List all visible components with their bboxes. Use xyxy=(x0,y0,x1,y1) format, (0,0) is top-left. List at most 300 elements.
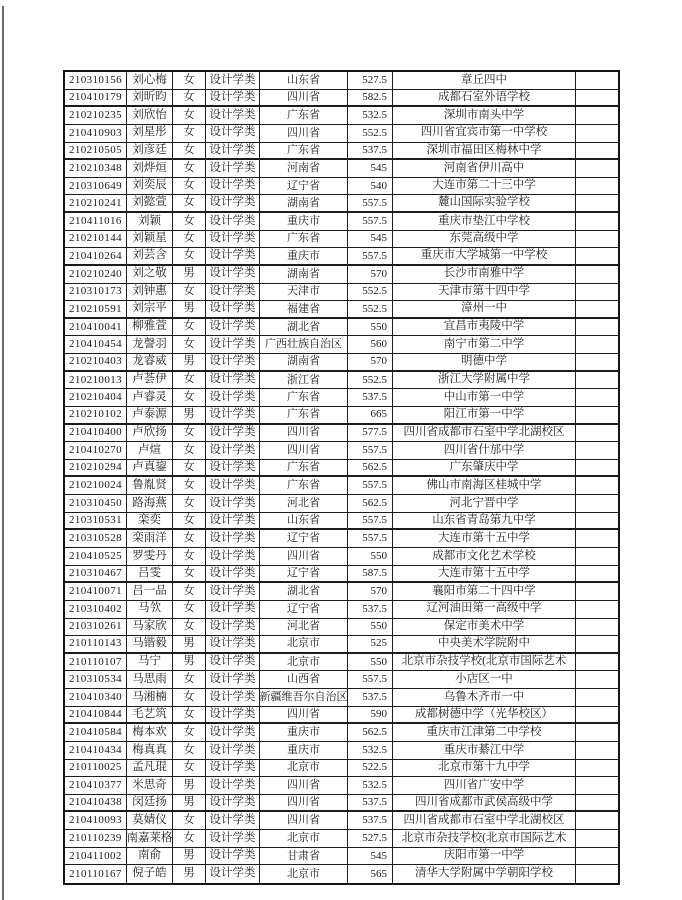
cell-score: 587.5 xyxy=(348,566,393,582)
cell-gender: 女 xyxy=(173,689,206,706)
cell-name: 卢真鋆 xyxy=(127,460,173,476)
cell-empty xyxy=(576,178,618,195)
table-row xyxy=(65,477,618,495)
cell-province: 北京市 xyxy=(260,636,348,652)
cell-gender: 女 xyxy=(173,160,206,177)
cell-name: 刘颖星 xyxy=(127,231,173,248)
cell-id: 210410071 xyxy=(65,583,127,600)
cell-id: 210210235 xyxy=(65,107,127,124)
cell-category: 设计学类 xyxy=(206,107,260,124)
cell-score: 537.5 xyxy=(348,601,393,618)
cell-school: 深圳市南头中学 xyxy=(393,107,576,124)
cell-id: 210110239 xyxy=(65,830,127,847)
cell-category: 设计学类 xyxy=(206,266,260,283)
cell-gender: 女 xyxy=(173,742,206,759)
cell-id: 210410093 xyxy=(65,812,127,829)
cell-name: 倪子皓 xyxy=(127,865,173,883)
cell-id: 210410903 xyxy=(65,125,127,142)
cell-province: 福建省 xyxy=(260,301,348,317)
cell-category: 设计学类 xyxy=(206,636,260,652)
cell-score: 552.5 xyxy=(348,284,393,301)
cell-province: 湖北省 xyxy=(260,319,348,336)
cell-category: 设计学类 xyxy=(206,389,260,406)
cell-province: 广东省 xyxy=(260,143,348,159)
cell-score: 537.5 xyxy=(348,143,393,159)
cell-empty xyxy=(576,742,618,759)
cell-score: 565 xyxy=(348,865,393,883)
table-row xyxy=(65,707,618,725)
cell-category: 设计学类 xyxy=(206,442,260,459)
cell-id: 210110167 xyxy=(65,865,127,883)
cell-score: 532.5 xyxy=(348,742,393,759)
cell-empty xyxy=(576,213,618,230)
cell-name: 卢泰源 xyxy=(127,407,173,423)
cell-name: 鲁胤贤 xyxy=(127,477,173,494)
cell-province: 河南省 xyxy=(260,160,348,177)
cell-province: 湖南省 xyxy=(260,195,348,211)
cell-score: 570 xyxy=(348,583,393,600)
cell-score: 557.5 xyxy=(348,513,393,529)
cell-category: 设计学类 xyxy=(206,319,260,336)
cell-name: 刘懿萱 xyxy=(127,195,173,211)
table-row xyxy=(65,865,618,883)
cell-category: 设计学类 xyxy=(206,707,260,723)
cell-gender: 女 xyxy=(173,442,206,459)
cell-province: 河北省 xyxy=(260,619,348,636)
cell-gender: 女 xyxy=(173,125,206,142)
cell-id: 210410434 xyxy=(65,742,127,759)
table-row xyxy=(65,513,618,531)
table-row xyxy=(65,160,618,178)
cell-school: 四川省成都市石室中学北湖校区 xyxy=(393,812,576,829)
cell-gender: 女 xyxy=(173,213,206,230)
cell-category: 设计学类 xyxy=(206,460,260,476)
cell-name: 柳雅萱 xyxy=(127,319,173,336)
cell-score: 537.5 xyxy=(348,795,393,811)
cell-category: 设计学类 xyxy=(206,671,260,688)
cell-name: 刘心梅 xyxy=(127,72,173,89)
cell-empty xyxy=(576,566,618,582)
cell-empty xyxy=(576,707,618,723)
cell-name: 梅真真 xyxy=(127,742,173,759)
table-row xyxy=(65,495,618,513)
cell-empty xyxy=(576,425,618,442)
cell-id: 210410438 xyxy=(65,795,127,811)
cell-province: 广东省 xyxy=(260,460,348,476)
cell-name: 马思雨 xyxy=(127,671,173,688)
cell-id: 210310261 xyxy=(65,619,127,636)
cell-score: 532.5 xyxy=(348,107,393,124)
cell-score: 532.5 xyxy=(348,777,393,794)
cell-province: 山西省 xyxy=(260,671,348,688)
cell-category: 设计学类 xyxy=(206,336,260,353)
cell-category: 设计学类 xyxy=(206,777,260,794)
cell-gender: 女 xyxy=(173,812,206,829)
cell-category: 设计学类 xyxy=(206,195,260,211)
cell-id: 210110107 xyxy=(65,654,127,671)
cell-province: 四川省 xyxy=(260,548,348,565)
cell-id: 210410400 xyxy=(65,425,127,442)
cell-province: 四川省 xyxy=(260,442,348,459)
table-row xyxy=(65,654,618,672)
cell-name: 南嘉莱格 xyxy=(127,830,173,847)
cell-school: 章丘四中 xyxy=(393,72,576,89)
cell-province: 重庆市 xyxy=(260,724,348,741)
cell-score: 550 xyxy=(348,548,393,565)
cell-school: 成都石室外语学校 xyxy=(393,90,576,106)
cell-empty xyxy=(576,407,618,423)
table-row xyxy=(65,548,618,566)
cell-empty xyxy=(576,266,618,283)
cell-name: 吕雯 xyxy=(127,566,173,582)
scan-edge-line xyxy=(2,6,4,900)
cell-empty xyxy=(576,830,618,847)
cell-name: 栾奕 xyxy=(127,513,173,529)
table-row xyxy=(65,671,618,689)
cell-score: 527.5 xyxy=(348,72,393,89)
cell-id: 210310649 xyxy=(65,178,127,195)
cell-province: 北京市 xyxy=(260,654,348,671)
student-table xyxy=(63,70,620,885)
cell-category: 设计学类 xyxy=(206,865,260,883)
table-row xyxy=(65,760,618,778)
cell-school: 重庆市大学城第一中学校 xyxy=(393,248,576,264)
cell-province: 辽宁省 xyxy=(260,566,348,582)
cell-gender: 女 xyxy=(173,460,206,476)
cell-name: 梅本欢 xyxy=(127,724,173,741)
cell-school: 天津市第十四中学 xyxy=(393,284,576,301)
cell-province: 四川省 xyxy=(260,90,348,106)
cell-id: 210210294 xyxy=(65,460,127,476)
cell-school: 麓山国际实验学校 xyxy=(393,195,576,211)
cell-id: 210310531 xyxy=(65,513,127,529)
cell-empty xyxy=(576,513,618,529)
cell-school: 大连市第十五中学 xyxy=(393,530,576,547)
cell-score: 560 xyxy=(348,336,393,353)
cell-province: 广东省 xyxy=(260,477,348,494)
cell-province: 四川省 xyxy=(260,795,348,811)
cell-empty xyxy=(576,72,618,89)
cell-name: 闵廷扬 xyxy=(127,795,173,811)
table-row xyxy=(65,742,618,760)
cell-category: 设计学类 xyxy=(206,795,260,811)
cell-empty xyxy=(576,336,618,353)
cell-score: 562.5 xyxy=(348,460,393,476)
cell-school: 河北宁晋中学 xyxy=(393,495,576,512)
cell-id: 210110025 xyxy=(65,760,127,777)
table-row xyxy=(65,724,618,742)
cell-name: 卢欣扬 xyxy=(127,425,173,442)
table-row xyxy=(65,72,618,90)
cell-id: 210210013 xyxy=(65,372,127,389)
cell-empty xyxy=(576,301,618,317)
cell-category: 设计学类 xyxy=(206,848,260,865)
cell-score: 557.5 xyxy=(348,442,393,459)
cell-school: 北京市第十九中学 xyxy=(393,760,576,777)
cell-empty xyxy=(576,583,618,600)
cell-category: 设计学类 xyxy=(206,495,260,512)
cell-score: 552.5 xyxy=(348,372,393,389)
cell-id: 210310467 xyxy=(65,566,127,582)
cell-name: 栾雨洋 xyxy=(127,530,173,547)
cell-gender: 女 xyxy=(173,248,206,264)
cell-gender: 女 xyxy=(173,90,206,106)
cell-empty xyxy=(576,724,618,741)
cell-province: 重庆市 xyxy=(260,248,348,264)
cell-gender: 男 xyxy=(173,654,206,671)
cell-gender: 女 xyxy=(173,495,206,512)
cell-id: 210410844 xyxy=(65,707,127,723)
cell-category: 设计学类 xyxy=(206,178,260,195)
cell-province: 辽宁省 xyxy=(260,530,348,547)
cell-name: 刘宗平 xyxy=(127,301,173,317)
cell-name: 刘颖 xyxy=(127,213,173,230)
cell-gender: 男 xyxy=(173,795,206,811)
cell-category: 设计学类 xyxy=(206,248,260,264)
cell-category: 设计学类 xyxy=(206,125,260,142)
cell-gender: 女 xyxy=(173,336,206,353)
cell-name: 南俞 xyxy=(127,848,173,865)
cell-score: 552.5 xyxy=(348,125,393,142)
table-row xyxy=(65,777,618,795)
cell-province: 北京市 xyxy=(260,830,348,847)
cell-id: 210310402 xyxy=(65,601,127,618)
cell-name: 龙謦羽 xyxy=(127,336,173,353)
cell-province: 天津市 xyxy=(260,284,348,301)
cell-gender: 女 xyxy=(173,72,206,89)
table-row xyxy=(65,830,618,848)
cell-province: 湖北省 xyxy=(260,583,348,600)
table-row xyxy=(65,566,618,584)
cell-score: 665 xyxy=(348,407,393,423)
table-row xyxy=(65,601,618,619)
table-row xyxy=(65,284,618,302)
cell-name: 毛艺筑 xyxy=(127,707,173,723)
cell-id: 210210591 xyxy=(65,301,127,317)
cell-name: 刘彦廷 xyxy=(127,143,173,159)
cell-school: 深圳市福田区梅林中学 xyxy=(393,143,576,159)
cell-empty xyxy=(576,865,618,883)
cell-empty xyxy=(576,795,618,811)
cell-name: 吕一品 xyxy=(127,583,173,600)
cell-id: 210410264 xyxy=(65,248,127,264)
cell-province: 重庆市 xyxy=(260,213,348,230)
cell-school: 成都树德中学（光华校区） xyxy=(393,707,576,723)
cell-empty xyxy=(576,760,618,777)
cell-gender: 女 xyxy=(173,601,206,618)
cell-id: 210210102 xyxy=(65,407,127,423)
cell-category: 设计学类 xyxy=(206,213,260,230)
cell-category: 设计学类 xyxy=(206,601,260,618)
cell-empty xyxy=(576,636,618,652)
cell-id: 210110143 xyxy=(65,636,127,652)
cell-id: 210210241 xyxy=(65,195,127,211)
cell-name: 马湘楠 xyxy=(127,689,173,706)
cell-id: 210410340 xyxy=(65,689,127,706)
cell-score: 537.5 xyxy=(348,389,393,406)
cell-name: 刘奕辰 xyxy=(127,178,173,195)
cell-school: 乌鲁木齐市一中 xyxy=(393,689,576,706)
cell-province: 辽宁省 xyxy=(260,178,348,195)
cell-gender: 女 xyxy=(173,830,206,847)
cell-category: 设计学类 xyxy=(206,689,260,706)
cell-school: 重庆市垫江中学校 xyxy=(393,213,576,230)
cell-category: 设计学类 xyxy=(206,284,260,301)
cell-school: 阳江市第一中学 xyxy=(393,407,576,423)
cell-school: 四川省宜宾市第一中学校 xyxy=(393,125,576,142)
cell-gender: 女 xyxy=(173,477,206,494)
table-row xyxy=(65,195,618,213)
cell-gender: 女 xyxy=(173,671,206,688)
cell-province: 四川省 xyxy=(260,125,348,142)
cell-empty xyxy=(576,248,618,264)
cell-province: 新疆维吾尔自治区 xyxy=(260,689,348,706)
cell-province: 北京市 xyxy=(260,865,348,883)
table-row xyxy=(65,319,618,337)
cell-name: 马欦 xyxy=(127,601,173,618)
cell-school: 大连市第十五中学 xyxy=(393,566,576,582)
table-row xyxy=(65,619,618,637)
cell-gender: 女 xyxy=(173,195,206,211)
cell-empty xyxy=(576,284,618,301)
table-row xyxy=(65,795,618,813)
cell-name: 路海燕 xyxy=(127,495,173,512)
cell-name: 马宁 xyxy=(127,654,173,671)
cell-score: 550 xyxy=(348,619,393,636)
cell-school: 南宁市第二中学 xyxy=(393,336,576,353)
cell-empty xyxy=(576,231,618,248)
cell-gender: 女 xyxy=(173,231,206,248)
cell-gender: 女 xyxy=(173,389,206,406)
cell-category: 设计学类 xyxy=(206,830,260,847)
cell-province: 辽宁省 xyxy=(260,601,348,618)
cell-id: 210210144 xyxy=(65,231,127,248)
cell-category: 设计学类 xyxy=(206,566,260,582)
table-row xyxy=(65,460,618,478)
cell-score: 562.5 xyxy=(348,495,393,512)
cell-id: 210310450 xyxy=(65,495,127,512)
cell-score: 552.5 xyxy=(348,301,393,317)
table-row xyxy=(65,336,618,354)
cell-category: 设计学类 xyxy=(206,231,260,248)
cell-empty xyxy=(576,107,618,124)
cell-gender: 男 xyxy=(173,848,206,865)
cell-score: 550 xyxy=(348,654,393,671)
cell-school: 广东肇庆中学 xyxy=(393,460,576,476)
cell-empty xyxy=(576,442,618,459)
cell-category: 设计学类 xyxy=(206,477,260,494)
cell-category: 设计学类 xyxy=(206,407,260,423)
cell-school: 保定市美术中学 xyxy=(393,619,576,636)
table-row xyxy=(65,407,618,425)
cell-school: 四川省成都市石室中学北湖校区 xyxy=(393,425,576,442)
table-row xyxy=(65,125,618,143)
cell-province: 北京市 xyxy=(260,760,348,777)
cell-id: 210410584 xyxy=(65,724,127,741)
cell-gender: 女 xyxy=(173,548,206,565)
cell-province: 湖南省 xyxy=(260,354,348,370)
cell-score: 525 xyxy=(348,636,393,652)
cell-school: 明德中学 xyxy=(393,354,576,370)
cell-name: 卢煊 xyxy=(127,442,173,459)
cell-score: 522.5 xyxy=(348,760,393,777)
cell-id: 210210404 xyxy=(65,389,127,406)
cell-school: 重庆市江津第二中学校 xyxy=(393,724,576,741)
cell-id: 210410377 xyxy=(65,777,127,794)
table-row xyxy=(65,530,618,548)
table-row xyxy=(65,689,618,707)
cell-name: 龙睿威 xyxy=(127,354,173,370)
cell-category: 设计学类 xyxy=(206,372,260,389)
cell-province: 山东省 xyxy=(260,72,348,89)
cell-name: 刘芸含 xyxy=(127,248,173,264)
cell-empty xyxy=(576,671,618,688)
cell-category: 设计学类 xyxy=(206,513,260,529)
cell-empty xyxy=(576,460,618,476)
cell-score: 527.5 xyxy=(348,830,393,847)
cell-category: 设计学类 xyxy=(206,425,260,442)
cell-gender: 女 xyxy=(173,724,206,741)
cell-province: 四川省 xyxy=(260,777,348,794)
cell-id: 210410525 xyxy=(65,548,127,565)
cell-gender: 男 xyxy=(173,266,206,283)
cell-id: 210210505 xyxy=(65,143,127,159)
cell-empty xyxy=(576,372,618,389)
cell-school: 北京市杂技学校(北京市国际艺术 xyxy=(393,830,576,847)
cell-score: 557.5 xyxy=(348,195,393,211)
cell-school: 大连市第二十三中学 xyxy=(393,178,576,195)
cell-empty xyxy=(576,125,618,142)
cell-id: 210411016 xyxy=(65,213,127,230)
cell-school: 佛山市南海区桂城中学 xyxy=(393,477,576,494)
cell-gender: 女 xyxy=(173,760,206,777)
cell-school: 襄阳市第二十四中学 xyxy=(393,583,576,600)
table-row xyxy=(65,354,618,372)
cell-category: 设计学类 xyxy=(206,548,260,565)
cell-name: 莫婧仪 xyxy=(127,812,173,829)
cell-name: 米思奇 xyxy=(127,777,173,794)
cell-name: 刘昕昀 xyxy=(127,90,173,106)
cell-school: 东莞高级中学 xyxy=(393,231,576,248)
cell-empty xyxy=(576,90,618,106)
cell-category: 设计学类 xyxy=(206,654,260,671)
table-row xyxy=(65,583,618,601)
cell-id: 210210024 xyxy=(65,477,127,494)
cell-gender: 女 xyxy=(173,583,206,600)
cell-score: 537.5 xyxy=(348,689,393,706)
cell-gender: 女 xyxy=(173,107,206,124)
cell-category: 设计学类 xyxy=(206,619,260,636)
cell-province: 广东省 xyxy=(260,107,348,124)
cell-score: 545 xyxy=(348,160,393,177)
cell-empty xyxy=(576,530,618,547)
cell-empty xyxy=(576,495,618,512)
cell-empty xyxy=(576,777,618,794)
cell-category: 设计学类 xyxy=(206,812,260,829)
cell-empty xyxy=(576,619,618,636)
cell-school: 宜昌市夷陵中学 xyxy=(393,319,576,336)
cell-id: 210210403 xyxy=(65,354,127,370)
cell-name: 马家欣 xyxy=(127,619,173,636)
cell-gender: 女 xyxy=(173,143,206,159)
cell-name: 孟凡琨 xyxy=(127,760,173,777)
cell-category: 设计学类 xyxy=(206,583,260,600)
cell-province: 广西壮族自治区 xyxy=(260,336,348,353)
table-row xyxy=(65,178,618,196)
cell-gender: 女 xyxy=(173,319,206,336)
cell-gender: 男 xyxy=(173,301,206,317)
cell-school: 浙江大学附属中学 xyxy=(393,372,576,389)
